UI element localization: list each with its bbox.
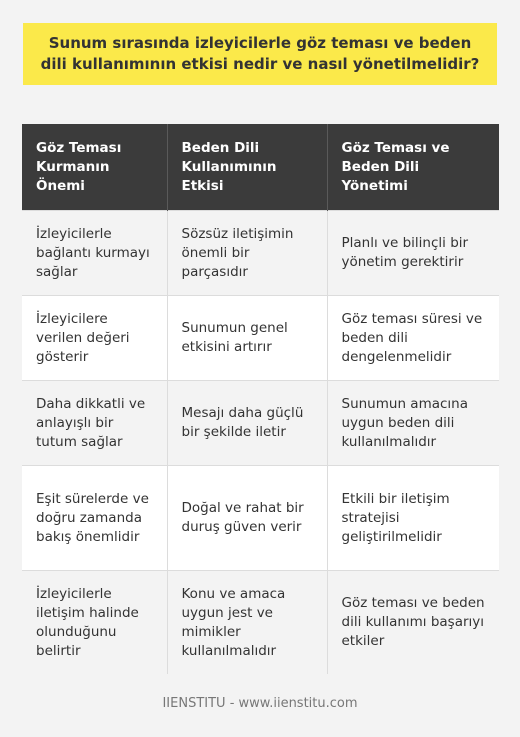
table-cell: Konu ve amaca uygun jest ve mimikler kullanılmalıdır (167, 571, 327, 675)
footer-credit: IIENSTITU - www.iienstitu.com (162, 696, 358, 711)
page-title: Sunum sırasında izleyicilerle göz teması ve beden dili kullanımının etkisi nedir ve nasıl yönetilmelidir? (40, 34, 480, 73)
table-cell: Planlı ve bilinçli bir yönetim gerektirir (327, 211, 499, 296)
table-cell: Mesajı daha güçlü bir şekilde iletir (167, 381, 327, 466)
column-header: Beden Dili Kullanımının Etkisi (167, 124, 327, 211)
table-cell: Sunumun genel etkisini artırır (167, 296, 327, 381)
table-cell: Etkili bir iletişim stratejisi geliştirilmelidir (327, 466, 499, 571)
table-row (22, 381, 499, 466)
table-cell: Sunumun amacına uygun beden dili kullanılmalıdır (327, 381, 499, 466)
table-cell: Daha dikkatli ve anlayışlı bir tutum sağlar (22, 381, 167, 466)
table-header-row (22, 124, 499, 211)
table-cell: Göz teması süresi ve beden dili dengelenmelidir (327, 296, 499, 381)
comparison-table (22, 124, 499, 674)
table-row (22, 296, 499, 381)
column-header: Göz Teması Kurmanın Önemi (22, 124, 167, 211)
table-cell: İzleyicilerle bağlantı kurmayı sağlar (22, 211, 167, 296)
table-cell: İzleyicilere verilen değeri gösterir (22, 296, 167, 381)
table-cell: Eşit sürelerde ve doğru zamanda bakış önemlidir (22, 466, 167, 571)
table-cell: Göz teması ve beden dili kullanımı başarıyı etkiler (327, 571, 499, 675)
title-banner (23, 23, 497, 85)
table-cell: Doğal ve rahat bir duruş güven verir (167, 466, 327, 571)
table-cell: İzleyicilerle iletişim halinde olunduğunu belirtir (22, 571, 167, 675)
table-row (22, 466, 499, 571)
table-cell: Sözsüz iletişimin önemli bir parçasıdır (167, 211, 327, 296)
table-row (22, 211, 499, 296)
table-row (22, 571, 499, 675)
column-header: Göz Teması ve Beden Dili Yönetimi (327, 124, 499, 211)
